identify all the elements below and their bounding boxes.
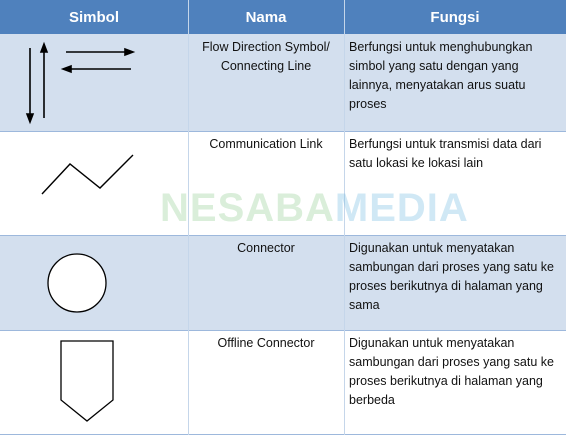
symbol-cell xyxy=(0,235,188,330)
symbol-name: Communication Link xyxy=(209,137,323,151)
header-function: Fungsi xyxy=(344,0,566,34)
table-row xyxy=(0,34,566,131)
table-row xyxy=(0,330,566,435)
row-divider xyxy=(0,330,566,331)
row-divider xyxy=(0,131,566,132)
symbol-name: Flow Direction Symbol/ Connecting Line xyxy=(202,40,330,73)
offline-connector-pentagon-icon xyxy=(0,330,188,435)
table-row xyxy=(0,235,566,330)
flow-direction-arrows-icon xyxy=(0,34,188,131)
header-symbol: Simbol xyxy=(0,0,188,34)
row-divider xyxy=(0,235,566,236)
connector-circle-icon xyxy=(0,235,188,330)
symbol-function: Berfungsi untuk transmisi data dari satu lokasi ke lokasi lain xyxy=(349,137,542,170)
header-name: Nama xyxy=(188,0,344,34)
watermark-logo: NESABAMEDIA xyxy=(160,186,469,230)
symbol-name: Connector xyxy=(237,241,295,255)
symbol-function: Digunakan untuk menyatakan sambungan dari proses yang satu ke proses berikutnya di halaman yang berbeda xyxy=(349,336,554,407)
symbol-function: Digunakan untuk menyatakan sambungan dari proses yang satu ke proses berikutnya di halaman yang sama xyxy=(349,241,554,312)
symbol-name: Offline Connector xyxy=(217,336,315,350)
symbol-cell xyxy=(0,34,188,131)
symbol-cell xyxy=(0,330,188,435)
symbol-function: Berfungsi untuk menghubungkan simbol yang satu dengan yang lainnya, menyatakan arus suatu proses xyxy=(349,40,533,111)
